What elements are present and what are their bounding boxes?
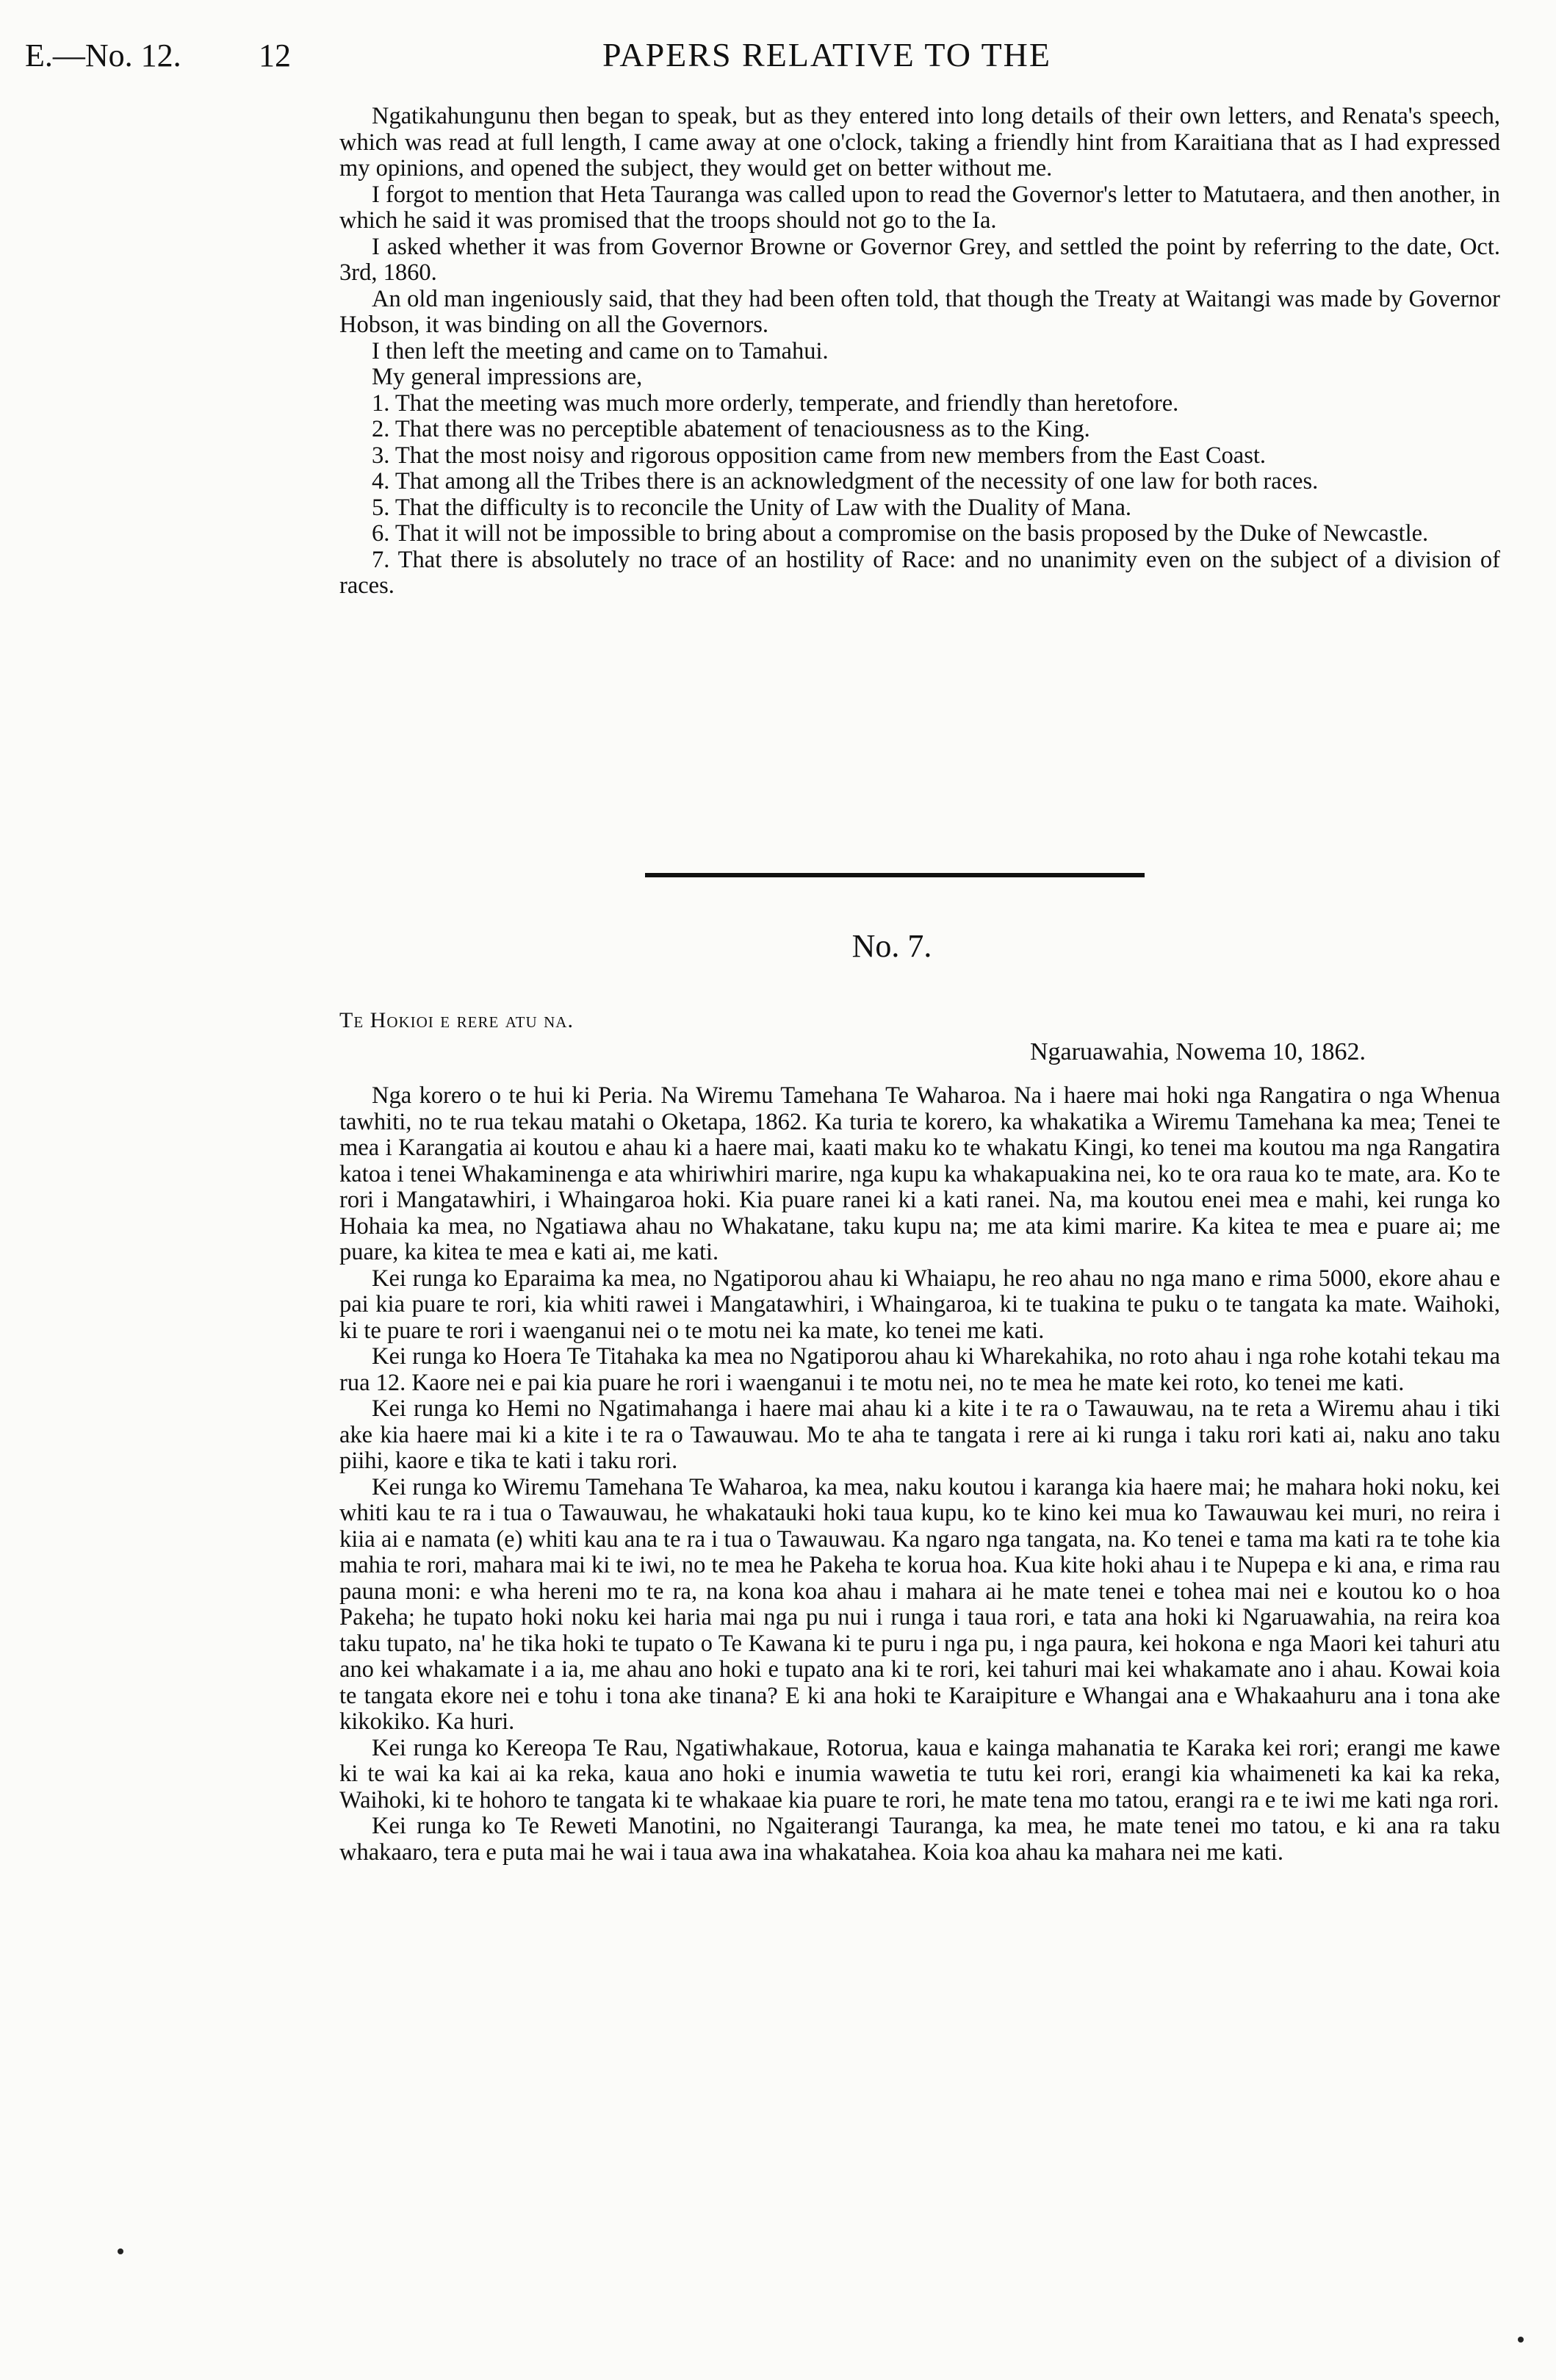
list-item: 7. That there is absolutely no trace of an hostility of Race: and no unanimity even on the subject of a division of races. — [339, 546, 1500, 599]
list-item: 5. That the difficulty is to reconcile the Unity of Law with the Duality of Mana. — [372, 494, 1132, 521]
section-divider — [645, 873, 1145, 877]
paragraph: My general impressions are, — [372, 364, 643, 390]
scan-speck — [1518, 2337, 1524, 2343]
paragraph: Ngatikahungunu then began to speak, but as they entered into long details of their own letters, and Renata's speech, which was read at full length, I came away at one o'clock, taking a friendly hint from Karaitiana that as I had expressed my opinions, and opened the subject, they would get on better without me. — [339, 103, 1500, 181]
paragraph: I asked whether it was from Governor Browne or Governor Grey, and settled the point by referring to the date, Oct. 3rd, 1860. — [339, 233, 1500, 286]
paragraph: Kei runga ko Hemi no Ngatimahanga i haere mai ahau ki a kite i te ra o Tawauwau, na te reta a Wiremu ahau i tiki ake kia haere mai ki a kite i te ra o Tawauwau. Mo te aha te tangata i rere ai ki runga i taku rori kati ai, naku ano taku piihi, kaore e tika te kati i taku rori. — [339, 1395, 1500, 1474]
impressions-list — [339, 391, 1500, 600]
list-item: 4. That among all the Tribes there is an acknowledgment of the necessity of one law for both races. — [372, 468, 1319, 495]
paragraph: An old man ingeniously said, that they had been often told, that though the Treaty at Waitangi was made by Governor Hobson, it was binding on all the Governors. — [339, 285, 1500, 338]
page-title: PAPERS RELATIVE TO THE — [602, 36, 1052, 73]
paragraph: Kei runga ko Hoera Te Titahaka ka mea no Ngatiporou ahau ki Wharekahika, no roto ahau i nga rohe kotahi tekau ma rua 12. Kaore nei e pai kia puare he rori i waenganui i te motu nei, no te mea he mate kei roto, ko tenei me kati. — [339, 1343, 1500, 1396]
section-2-text — [339, 1083, 1500, 1866]
paragraph: Kei runga ko Eparaima ka mea, no Ngatiporou ahau ki Whaiapu, he reo ahau no nga mano e rima 5000, ekore ahau e pai kia puare te rori, kia whiti rawei i Mangatawhiri, i Whaingaroa, ki te tuakina te puku o te tangata ka mate. Waihoki, ki te puare te rori i waenganui nei o te motu nei ka mate, ko tenei me kati. — [339, 1265, 1500, 1344]
section-heading: No. 7. — [851, 928, 932, 964]
paragraph: I forgot to mention that Heta Tauranga was called upon to read the Governor's letter to Matutaera, and then another, in which he said it was promised that the troops should not go to the Ia. — [339, 181, 1500, 234]
list-item: 6. That it will not be impossible to bring about a compromise on the basis proposed by the Duke of Newcastle. — [372, 520, 1429, 547]
paragraph: Kei runga ko Te Reweti Manotini, no Ngaiterangi Tauranga, ka mea, he mate tenei mo tatou, e ki ana ra taku whakaaro, tera e puta mai he wai i taua awa ina whakatahea. Koia koa ahau ka mahara nei me kati. — [339, 1813, 1500, 1866]
list-item: 3. That the most noisy and rigorous opposition came from new members from the East Coast. — [372, 442, 1267, 469]
paragraph: Nga korero o te hui ki Peria. Na Wiremu Tamehana Te Waharoa. Na i haere mai hoki nga Rangatira o nga Whenua tawhiti, no te rua tekau matahi o Oketapa, 1862. Ka turia te korero, ka whakatika a Wiremu Tamehana ka mea; Tenei te mea i Karangatia ai koutou e ahau ki a haere mai, kaati maku ko te whakatu Kingi, ko tenei ma koutou ma nga Rangatira katoa i tenei Whakaminenga e ata whiriwhiri marire, nga kupu ka whakapuakina nei, ko te ora raua ko te mate, ara. Ko te rori i Mangatawhiri, i Whaingaroa hoki. Kia puare ranei ki a kati ranei. Na, ma koutou enei mea e mahi, kei runga ko Hohaia ka mea, no Ngatiawa ahau no Whakatane, taku kupu na; me ata kimi marire. Ka kitea te mea e puare ai; me puare, ka kitea te mea e kati ai, me kati. — [339, 1082, 1500, 1265]
paragraph: Kei runga ko Kereopa Te Rau, Ngatiwhakaue, Rotorua, kaua e kainga mahanatia te Karaka kei rori; erangi me kawe ki te wai ka kai ai ka reka, kaua ano hoki e inumia wawetia te tutu kei rori, erangi kia whaimeneti ka kai ka reka, Waihoki, ki te hohoro te tangata ki te whakaae kia puare te rori, he mate tena mo tatou, erangi ra e te iwi me kati nga rori. — [339, 1734, 1500, 1813]
section-1-text — [339, 104, 1500, 600]
document-reference: E.—No. 12. — [25, 37, 181, 73]
list-item: 2. That there was no perceptible abatement of tenaciousness as to the King. — [372, 416, 1090, 442]
page-number: 12 — [259, 37, 291, 73]
dateline: Ngaruawahia, Nowema 10, 1862. — [1030, 1038, 1366, 1065]
scan-speck — [118, 2248, 123, 2254]
paragraph: Kei runga ko Wiremu Tamehana Te Waharoa, ka mea, naku koutou i karanga kia haere mai; he mahara hoki noku, kei whiti kau te ra i tua o Tawauwau, he whakatauki hoki taua kupu, ko te kino kei mua ko Tawauwau kei muri, no reira i kiia ai e namata (e) whiti kau ana te ra i tua o Tawauwau. Ka ngaro nga tangata, na. Ko tenei e tama ma kati ra te tohe kia mahia te rori, mahara mai ki te iwi, no te mea he Pakeha te korua hoa. Kua kite hoki ahau i te Nupepa e ki ana, e rima rau pauna moni: e wha hereni mo te ra, na kona koa ahau i mahara ai he mate tenei e tohea mai nei e koutou ko o hoa Pakeha; he tupato hoki noku kei haria mai nga pu nui i runga i taua rori, e tata ana hoki ki Ngaruawahia, na reira koa taku tupato, na' he tika hoki te tupato o Te Kawana ki te puru i nga pu, i nga paura, kei hokona e nga Maori kei tahuri atu ano kei whakamate i a ia, me ahau ano hoki e tupato ana ki te rori, kei tahuri mai kei whakamate ano i ahau. Kowai koia te tangata ekore nei e tohu i tona ake tinana? E ki ana hoki te Karaipiture e Whangai ana e Whakaahuru ana i tona ake kikokiko. Ka huri. — [339, 1473, 1500, 1735]
running-head: Te Hokioi e rere atu na. — [339, 1008, 574, 1032]
paragraph: I then left the meeting and came on to Tamahui. — [372, 337, 829, 364]
list-item: 1. That the meeting was much more orderly, temperate, and friendly than heretofore. — [372, 389, 1179, 417]
